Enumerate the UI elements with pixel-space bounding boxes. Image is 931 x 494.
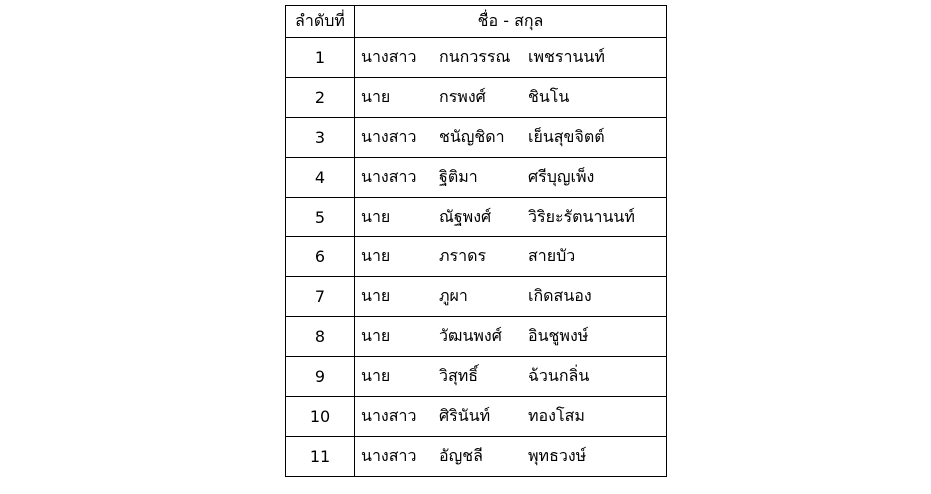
last-name: วิริยะรัตนานนท์ [528,206,635,226]
full-name-cell [355,397,667,437]
row-number: 9 [286,357,355,397]
last-name: ฉ้วนกลิ่น [528,366,590,386]
first-name: อัญชลี [439,445,483,465]
first-name: ภราดร [439,246,487,266]
table-row [286,397,667,437]
name-title: นาย [361,246,391,266]
name-title: นางสาว [361,46,417,66]
name-title: นางสาว [361,445,417,465]
first-name: ภูผา [439,286,468,306]
header-number: ลำดับที่ [286,6,355,38]
table-row [286,237,667,277]
name-title: นางสาว [361,405,417,425]
first-name: ณัฐพงศ์ [439,206,492,226]
full-name-cell [355,38,667,78]
full-name-cell [355,357,667,397]
last-name: พุทธวงษ์ [528,445,587,465]
table-row [286,277,667,317]
row-number: 11 [286,436,355,476]
name-title: นาย [361,86,391,106]
first-name: วัฒนพงศ์ [439,326,502,346]
name-title: นางสาว [361,126,417,146]
first-name: วิสุทธิ์ [439,366,479,386]
table-row [286,77,667,117]
table-row [286,436,667,476]
row-number: 3 [286,117,355,157]
table-row [286,357,667,397]
full-name-cell [355,77,667,117]
last-name: ชินโน [528,86,570,106]
table-row [286,157,667,197]
name-title: นาย [361,326,391,346]
last-name: ศรีบุญเพ็ง [528,166,595,186]
last-name: ทองโสม [528,405,585,425]
full-name-cell [355,117,667,157]
last-name: สายบัว [528,246,576,266]
full-name-cell [355,317,667,357]
row-number: 1 [286,38,355,78]
last-name: เย็นสุขจิตต์ [528,126,605,146]
row-number: 10 [286,397,355,437]
table-body [286,38,667,477]
first-name: กนกวรรณ [439,46,511,66]
name-title: นาย [361,206,391,226]
name-roster-table [285,5,667,477]
table-row [286,38,667,78]
last-name: อินชูพงษ์ [528,326,589,346]
row-number: 2 [286,77,355,117]
table-row [286,317,667,357]
name-title: นาย [361,286,391,306]
name-title: นางสาว [361,166,417,186]
name-title: นาย [361,366,391,386]
row-number: 7 [286,277,355,317]
full-name-cell [355,436,667,476]
table-row [286,197,667,237]
row-number: 5 [286,197,355,237]
row-number: 6 [286,237,355,277]
full-name-cell [355,197,667,237]
last-name: เพชรานนท์ [528,46,605,66]
header-full-name: ชื่อ - สกุล [355,6,667,38]
full-name-cell [355,237,667,277]
row-number: 8 [286,317,355,357]
first-name: ฐิติมา [439,166,478,186]
full-name-cell [355,157,667,197]
first-name: ศิรินันท์ [439,405,491,425]
last-name: เกิดสนอง [528,286,592,306]
full-name-cell [355,277,667,317]
first-name: กรพงศ์ [439,86,486,106]
first-name: ชนัญชิดา [439,126,505,146]
table-header-row [286,6,667,38]
table-row [286,117,667,157]
row-number: 4 [286,157,355,197]
